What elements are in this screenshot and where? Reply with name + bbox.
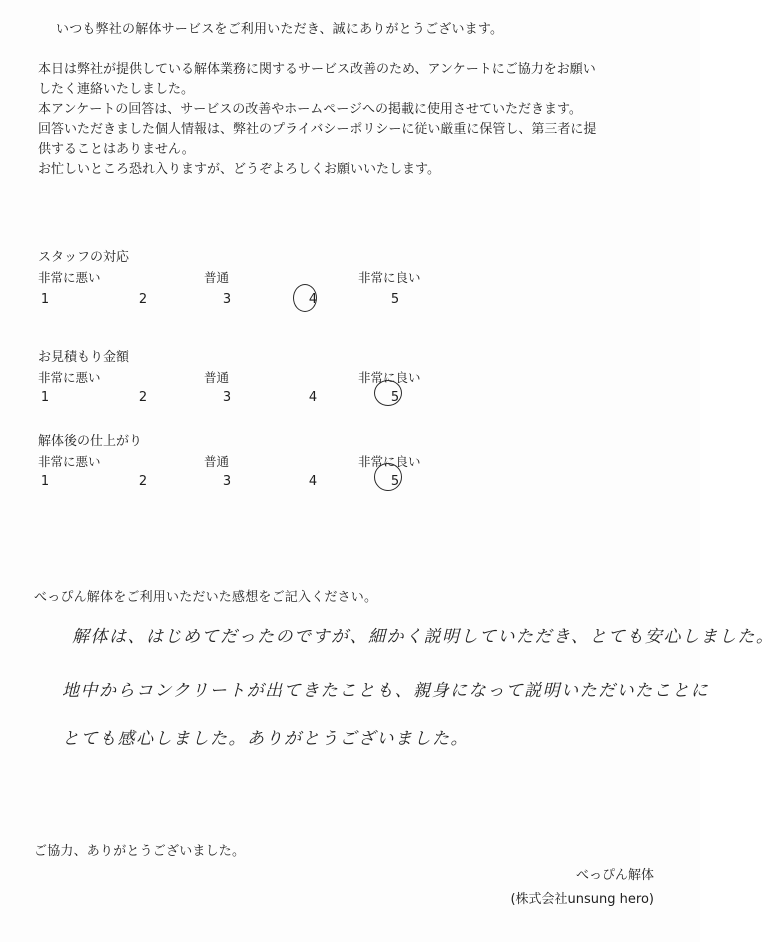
scale-low-label: 非常に悪い bbox=[38, 370, 101, 385]
rating-option: 3 bbox=[222, 474, 232, 489]
rating-option: 5 bbox=[390, 474, 400, 489]
comment-prompt: べっぴん解体をご利用いただいた感想をご記入ください。 bbox=[34, 590, 378, 605]
intro-line: したく連絡いたしました。 bbox=[38, 82, 195, 97]
rating-option: 4 bbox=[308, 474, 318, 489]
scale-mid-label: 普通 bbox=[204, 370, 230, 385]
scale-high-label: 非常に良い bbox=[358, 370, 421, 385]
rating-title-estimate: お見積もり金額 bbox=[38, 350, 130, 365]
rating-option: 3 bbox=[222, 390, 232, 405]
rating-option: 3 bbox=[222, 292, 232, 307]
intro-line: 本日は弊社が提供している解体業務に関するサービス改善のため、アンケートにご協力をお願い bbox=[38, 62, 596, 77]
rating-option: 2 bbox=[138, 292, 148, 307]
intro-paragraph bbox=[38, 60, 658, 180]
rating-option: 1 bbox=[40, 390, 50, 405]
intro-line: 供することはありません。 bbox=[38, 142, 195, 157]
rating-option: 4 bbox=[308, 292, 318, 307]
rating-title-finish: 解体後の仕上がり bbox=[38, 434, 143, 449]
rating-option: 5 bbox=[390, 292, 400, 307]
intro-line: 本アンケートの回答は、サービスの改善やホームページへの掲載に使用させていただきます。 bbox=[38, 102, 582, 117]
selected-circle-mark bbox=[374, 380, 402, 406]
scale-high-label: 非常に良い bbox=[358, 270, 421, 285]
rating-title-staff: スタッフの対応 bbox=[38, 250, 130, 265]
selected-circle-mark bbox=[374, 463, 402, 491]
greeting-text: いつも弊社の解体サービスをご利用いただき、誠にありがとうございます。 bbox=[56, 22, 504, 37]
rating-option: 5 bbox=[390, 390, 400, 405]
rating-option: 1 bbox=[40, 474, 50, 489]
rating-option: 2 bbox=[138, 474, 148, 489]
intro-line: 回答いただきました個人情報は、弊社のプライバシーポリシーに従い厳重に保管し、第三者に提 bbox=[38, 122, 597, 137]
handwritten-comment-line: とても感心しました。ありがとうございました。 bbox=[62, 729, 469, 749]
scale-low-label: 非常に悪い bbox=[38, 454, 101, 469]
scale-low-label: 非常に悪い bbox=[38, 270, 101, 285]
scale-mid-label: 普通 bbox=[204, 454, 230, 469]
signature-company: べっぴん解体 bbox=[575, 868, 654, 883]
rating-option: 4 bbox=[308, 390, 318, 405]
closing-text: ご協力、ありがとうございました。 bbox=[34, 844, 246, 859]
handwritten-comment-line: 解体は、はじめてだったのですが、細かく説明していただき、とても安心しました。 bbox=[72, 627, 774, 647]
intro-line: お忙しいところ恐れ入りますが、どうぞよろしくお願いいたします。 bbox=[38, 162, 440, 177]
scale-high-label: 非常に良い bbox=[358, 454, 421, 469]
signature-corporation: (株式会社unsung hero) bbox=[510, 892, 654, 907]
rating-option: 1 bbox=[40, 292, 50, 307]
rating-option: 2 bbox=[138, 390, 148, 405]
selected-circle-mark bbox=[293, 284, 317, 312]
handwritten-comment-line: 地中からコンクリートが出てきたことも、親身になって説明いただいたことに bbox=[62, 681, 710, 701]
scale-mid-label: 普通 bbox=[204, 270, 230, 285]
